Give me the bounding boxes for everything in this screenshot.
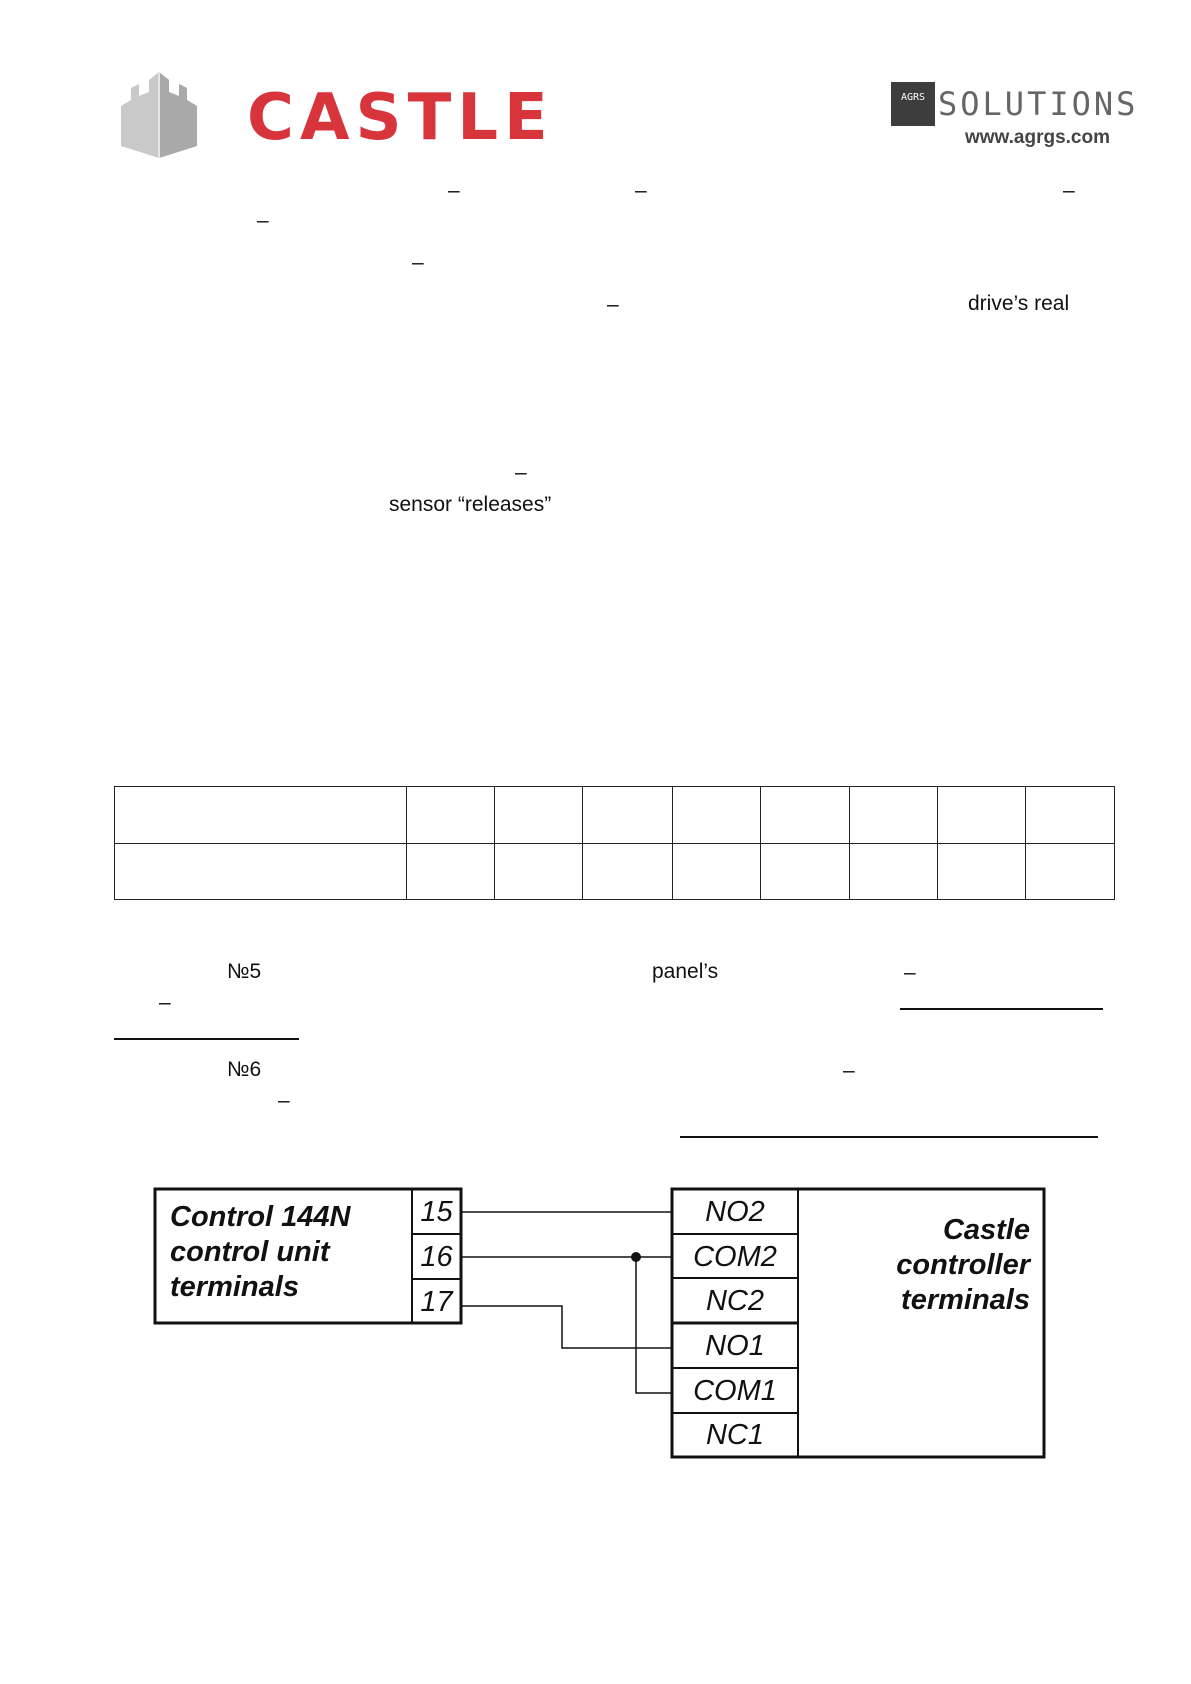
dash: – bbox=[515, 461, 527, 484]
dash: – bbox=[448, 179, 460, 202]
castle-label-line3: terminals bbox=[901, 1284, 1030, 1316]
website-url: www.agrgs.com bbox=[965, 127, 1110, 148]
dash: – bbox=[607, 293, 619, 316]
text-sensor-releases: sensor “releases” bbox=[389, 493, 552, 516]
control-terminal-15: 15 bbox=[420, 1196, 453, 1228]
castle-label-line1: Castle bbox=[942, 1214, 1030, 1246]
text-drives-real: drive’s real bbox=[968, 292, 1070, 315]
dash: – bbox=[843, 1059, 855, 1082]
control-unit-label-line3: terminals bbox=[170, 1271, 299, 1303]
agrs-badge-text: AGRS bbox=[900, 92, 926, 103]
castle-label-line2: controller bbox=[896, 1249, 1030, 1281]
text-num5: №5 bbox=[227, 960, 262, 983]
castle-terminal-com2: COM2 bbox=[693, 1241, 777, 1273]
castle-terminal-com1: COM1 bbox=[693, 1375, 777, 1407]
text-num6: №6 bbox=[227, 1058, 262, 1081]
dash: – bbox=[635, 179, 647, 202]
control-terminal-16: 16 bbox=[420, 1241, 453, 1273]
dash: – bbox=[1063, 179, 1075, 202]
control-terminal-17: 17 bbox=[420, 1286, 453, 1318]
text-panels: panel’s bbox=[652, 960, 719, 983]
dash: – bbox=[257, 209, 269, 232]
dash: – bbox=[278, 1089, 290, 1112]
castle-logo-text: CASTLE bbox=[247, 81, 554, 155]
dash: – bbox=[904, 961, 916, 984]
solutions-text: SOLUTIONS bbox=[938, 85, 1139, 123]
castle-terminal-no2: NO2 bbox=[705, 1196, 765, 1228]
castle-terminal-nc2: NC2 bbox=[705, 1285, 764, 1317]
castle-terminal-no1: NO1 bbox=[705, 1330, 765, 1362]
dash: – bbox=[412, 251, 424, 274]
control-unit-label-line2: control unit bbox=[170, 1236, 330, 1268]
castle-terminal-nc1: NC1 bbox=[705, 1419, 764, 1451]
dash: – bbox=[159, 991, 171, 1014]
control-unit-label-line1: Control 144N bbox=[170, 1201, 351, 1233]
